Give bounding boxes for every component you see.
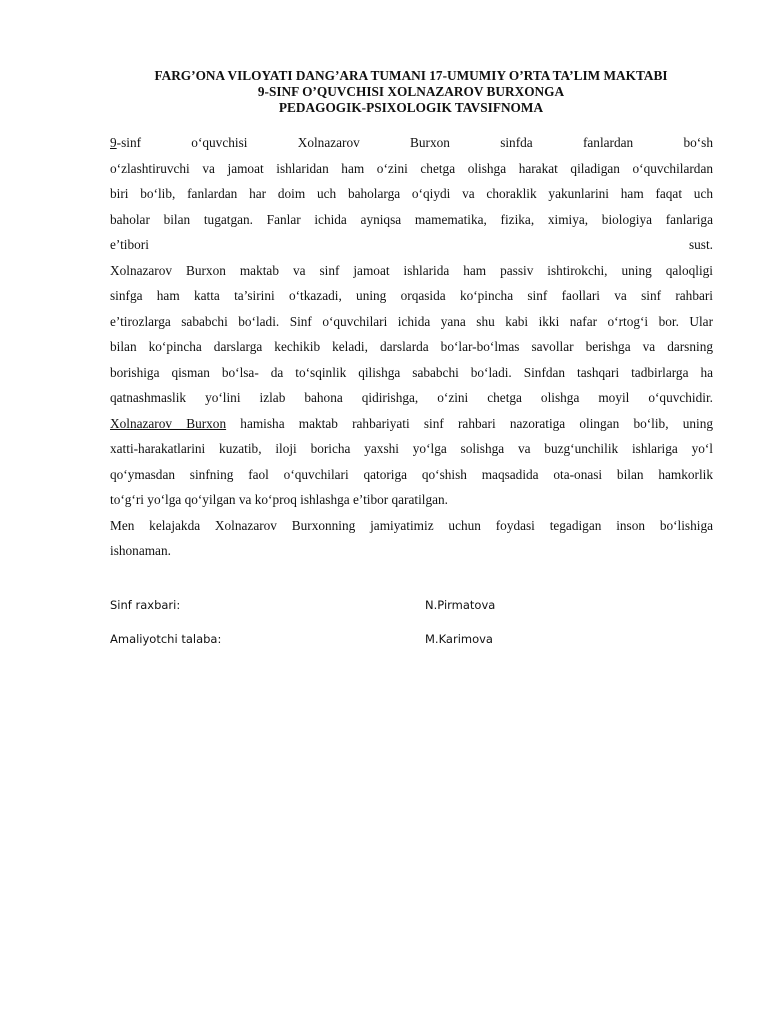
grade-number: 9 — [110, 135, 117, 150]
paragraph-line: qo‘ymasdan sinfning faol o‘quvchilari qatoriga qo‘shish maqsadida ota-onasi bilan hamkorlik — [110, 466, 713, 482]
signature-name: M.Karimova — [425, 632, 493, 646]
paragraph-line: Xolnazarov Burxon maktab va sinf jamoat ishlarida ham passiv ishtirokchi, uning qaloqligi — [110, 262, 713, 278]
paragraph-line: borishiga qisman bo‘lsa- da to‘sqinlik qilishga sababchi bo‘ladi. Sinfdan tashqari tadbirlarga ha — [110, 364, 713, 380]
student-title: 9-SINF O’QUVCHISI XOLNAZAROV BURXONGA — [257, 84, 565, 99]
paragraph-line: baholar bilan tugatgan. Fanlar ichida ayniqsa mamematika, fizika, ximiya, biologiya fanlariga — [110, 211, 713, 227]
characteristic-text — [110, 130, 713, 564]
paragraph-line: to‘g‘ri yo‘lga qo‘yilgan va ko‘proq ishlashga e’tibor qaratilgan. — [110, 492, 448, 507]
paragraph-line: ishonaman. — [110, 543, 171, 558]
paragraph-line: xatti-harakatlarini kuzatib, iloji boricha yaxshi yo‘lga solishga va buzg‘unchilik ishlariga yo‘l — [110, 441, 713, 456]
paragraph-line: qatnashmaslik yo‘lini izlab bahona qidirishga, o‘zini chetga olishga moyil o‘quvchidir. — [110, 390, 713, 405]
signature-name: N.Pirmatova — [425, 598, 496, 612]
signature-role: Sinf raxbari: — [110, 598, 181, 612]
paragraph-line: o‘zlashtiruvchi va jamoat ishlaridan ham o‘zini chetga olishga harakat qiladigan o‘quvchilardan — [110, 160, 713, 176]
paragraph-line: biri bo‘lib, fanlardan har doim uch baholarga o‘qiydi va choraklik yakunlarini ham faqat uch — [110, 186, 713, 201]
paragraph-line: bilan ko‘pincha darslarga kechikib keladi, darslarda bo‘lar-bo‘lmas savollar berishga va darsning — [110, 339, 713, 354]
signature-role: Amaliyotchi talaba: — [110, 632, 222, 646]
student-name-underlined: Xolnazarov Burxon — [110, 415, 227, 431]
paragraph-line: Men kelajakda Xolnazarov Burxonning jamiyatimiz uchun foydasi tegadigan inson bo‘lishiga — [110, 517, 713, 533]
document-heading — [108, 68, 714, 116]
paragraph-line: e’tibori sust. — [110, 237, 713, 252]
paragraph-line: sinfga ham katta ta’sirini o‘tkazadi, uning orqasida ko‘pincha sinf faollari va sinf rahbari — [110, 288, 713, 303]
paragraph-line: 9-sinf o‘quvchisi Xolnazarov Burxon sinfda fanlardan bo‘sh — [110, 135, 713, 150]
paragraph-line: Xolnazarov Burxon hamisha maktab rahbariyati sinf rahbari nazoratiga olingan bo‘lib, uning — [110, 415, 713, 431]
paragraph-line: e’tirozlarga sababchi bo‘ladi. Sinf o‘quvchilari ichida yana shu kabi ikki nafar o‘rtog‘i bor. Ular — [110, 313, 713, 329]
school-title: FARG’ONA VILOYATI DANG’ARA TUMANI 17-UMUMIY O’RTA TA’LIM MAKTABI — [154, 68, 668, 83]
document-type-title: PEDAGOGIK-PSIXOLOGIK TAVSIFNOMA — [278, 100, 544, 115]
